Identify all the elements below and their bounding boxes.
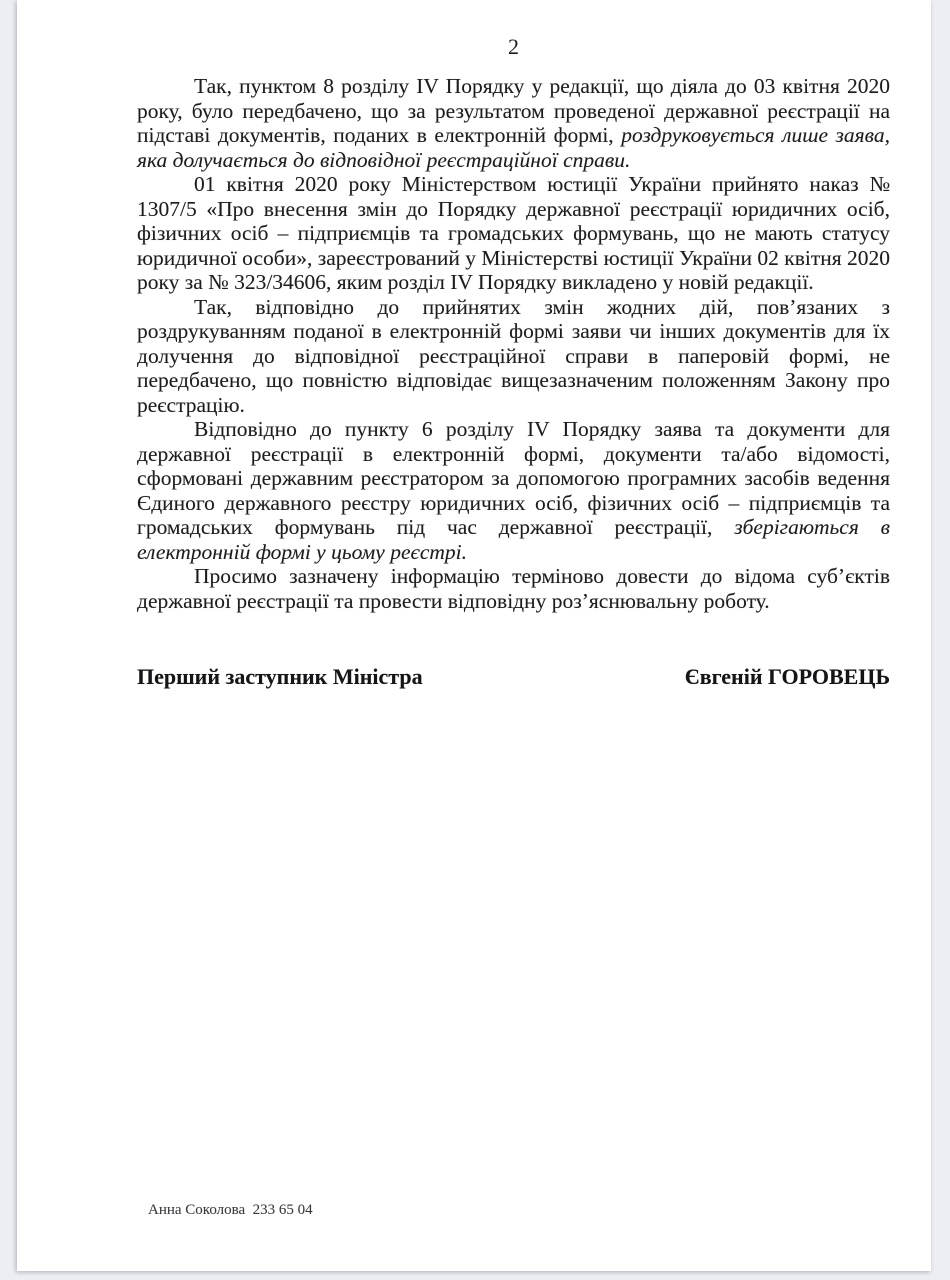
paragraph	[137, 295, 890, 418]
signature-title: Перший заступник Міністра	[137, 664, 423, 689]
footer-contact: Анна Соколова 233 65 04	[148, 1202, 313, 1218]
document-page	[17, 0, 931, 1271]
paragraph-text-italic: зберігаються в електронній формі у цьому реєстрі.	[137, 515, 890, 564]
paragraph	[137, 74, 890, 172]
document-body	[137, 74, 890, 613]
paragraph	[137, 564, 890, 613]
signatory-name: Євгеній ГОРОВЕЦЬ	[684, 664, 890, 689]
paragraph-text: 01 квітня 2020 року Міністерством юстиції України прийнято наказ № 1307/5 «Про внесення змін до Порядку державної реєстрації юридичних осіб, фізичних осіб – підприємців та громадських формувань, що не мають статусу юридичної особи», зареєстрований у Міністерстві юстиції України 02 квітня 2020 року за № 323/34606, яким розділ IV Порядку викладено у новій редакції.	[137, 172, 891, 294]
paragraph-text: Просимо зазначену інформацію терміново довести до відома суб’єктів державної реєстрації та провести відповідну роз’яснювальну роботу.	[137, 564, 890, 613]
page-number: 2	[508, 34, 519, 59]
paragraph	[137, 417, 890, 564]
paragraph-text-italic: роздруковується лише заява, яка долучається до відповідної реєстраційної справи.	[137, 123, 890, 172]
paragraph	[137, 172, 890, 295]
paragraph-text: Так, відповідно до прийнятих змін жодних дій, пов’язаних з роздрукуванням поданої в електронній формі заяви чи інших документів для їх долучення до відповідної реєстраційної справи в паперовій формі, не передбачено, що повністю відповідає вищезазначеним положенням Закону про реєстрацію.	[137, 294, 890, 417]
paragraph-text: Відповідно до пункту 6 розділу IV Порядку заява та документи для державної реєстрації в електронній формі, документи та/або відомості, сформовані державним реєстратором за допомогою програмних засобів ведення Єдиного державного реєстру юридичних осіб, фізичних осіб – підприємців та громадських формувань під час державної реєстрації,	[137, 417, 890, 539]
paragraph-text: Так, пунктом 8 розділу IV Порядку у редакції, що діяла до 03 квітня 2020 року, було передбачено, що за результатом проведеної державної реєстрації на підставі документів, поданих в електронній формі,	[137, 74, 890, 147]
signature-block	[137, 664, 890, 690]
